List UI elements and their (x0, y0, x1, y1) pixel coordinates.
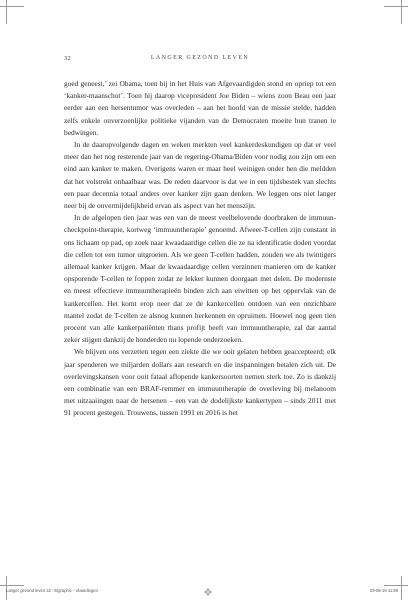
page-number: 32 (64, 55, 72, 62)
paragraph: We blijven ons verzetten tegen een ziekte die we ooit gelaten hebben geaccepteerd; elk jaar spenderen we miljarden dollars aan research en die inspanningen betalen zich uit. De overlevingskansen voor ooit fataal aflopende kankersoorten nemen sterk toe. Zo is dankzij een combinatie van een BRAF-remmer en immuuntherapie de overleving bij melanoom met uitzaaiingen naar de hersenen – een van de dodelijkste kankertypen – sinds 2011 met 91 procent gestegen. Trouwens, tussen 1991 en 2016 is het (64, 347, 336, 418)
print-timestamp: 29-08-19 11:59 (369, 588, 398, 593)
body-text (64, 78, 336, 420)
paragraph: goed geneest,’ zei Obama, toen hij in het Huis van Afgevaardigden stond en opriep tot een ‘kanker-maanschot’. Toen hij daarop vicepresident Joe Biden – wiens zoon Beau een jaar eerder aan een hersentumor was overleden – aan het hoofd van de missie stelde, hadden zelfs enkele onverzoenlijke politieke vijanden van de Democraten moeite hun tranen te bedwingen. (64, 79, 336, 137)
crop-mark-top-right-v (401, 0, 402, 24)
crop-mark-top-left-h (0, 6, 24, 7)
registration-mark-icon (204, 588, 212, 596)
print-footer (6, 588, 402, 596)
paragraph: In de daaropvolgende dagen en weken merkten veel kankerdeskundigen op dat er veel meer dan het nog resterende jaar van de regering-Obama/Biden voor nodig zou zijn om een eind aan kanker te maken. Overigens waren er maar heel weinigen onder hen die meldden dat het volstrekt onhaalbaar was. De reden daarvoor is dat we in een tijdsbestek van slechts een paar decennia totaal anders over kanker zijn gaan denken. We leggen ons niet langer neer bij de onvermijdelijkheid ervan als aspect van het menszijn. (64, 140, 336, 211)
crop-mark-top-right-h (384, 6, 408, 7)
crop-mark-top-left-v (6, 0, 7, 24)
page-header (64, 55, 336, 67)
crop-mark-bottom-right-h (384, 585, 408, 586)
paragraph: In de afgelopen tien jaar was een van de meest veelbelovende doorbraken de immuun-checkpoint-therapie, kortweg ‘immuuntherapie’ genoemd. Afweer-T-cellen zijn constant in ons lichaam op pad, op zoek naar kwaadaardige cellen die ze na identificatie doden voordat die cellen tot een tumor uitgroeien. Als we geen T-cellen hadden, zouden we als twintigers allemaal kanker krijgen. Maar de kwaadaardige cellen verzinnen manieren om de kanker opsporende T-cellen te foppen zodat ze lekker kunnen doorgaan met delen. De modernste en meest effectieve immuuntherapieën binden zich aan eiwitten op het oppervlak van de kankercellen. Het komt erop neer dat ze de kankercellen ontdoen van een onzichbare mantel zodat de T-cellen ze alsnog kunnen herkennen en opruimen. Hoewel nog geen tien procent van alle kankerpatiënten thans profijt heeft van immuuntherapie, zal dat aantal zeker stijgen dankzij de honderden nu lopende onderzoeken. (64, 213, 336, 345)
crop-mark-bottom-left-h (0, 585, 24, 586)
running-head: LANGER GEZOND LEVEN (150, 55, 250, 61)
print-slug: Langer gezond leven 32 : Elgraphic - Vlaardingen (6, 588, 98, 593)
